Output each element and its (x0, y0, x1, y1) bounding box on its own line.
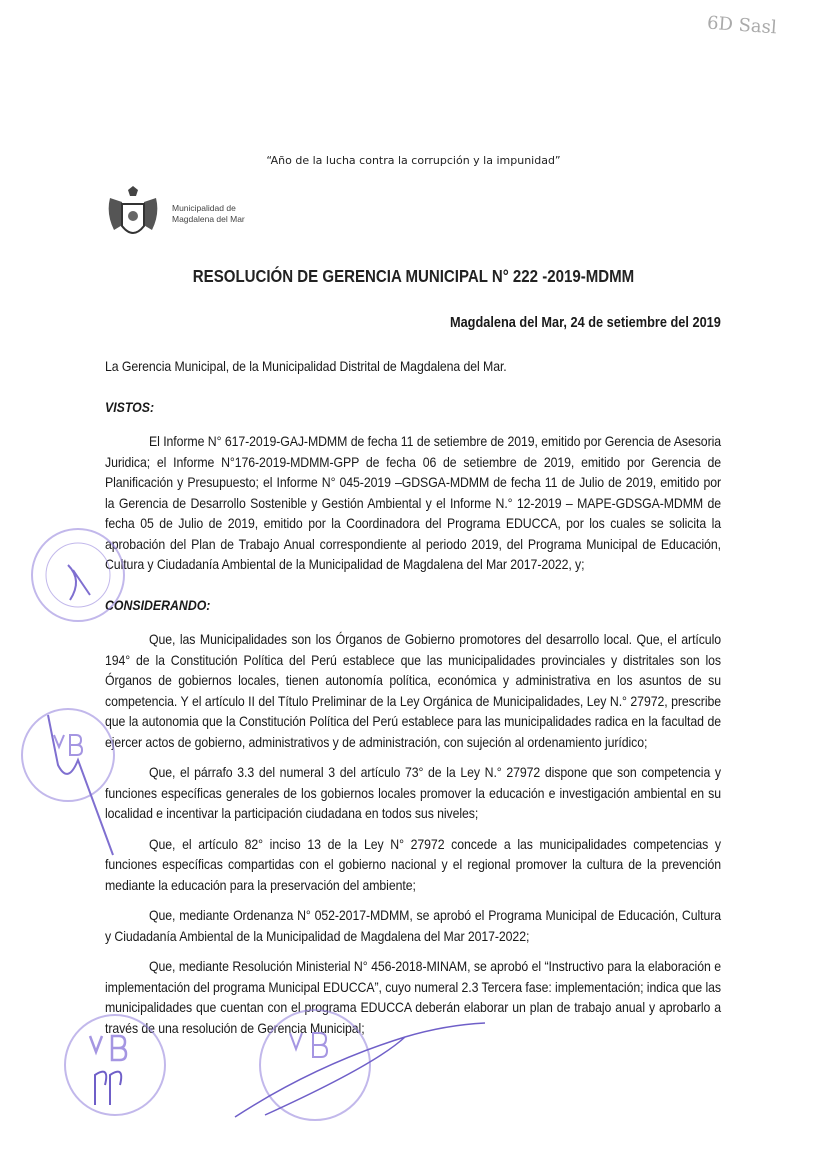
handwritten-note: 6D Sasl (706, 12, 778, 39)
considerando-paragraph: Que, mediante Ordenanza N° 052-2017-MDMM, se aprobó el Programa Municipal de Educación, Cultura y Ciudadanía Ambiental de la Municipalidad de Magdalena del Mar 2017-2022; (105, 907, 721, 944)
considerando-paragraph: Que, mediante Resolución Ministerial N° 456-2018-MINAM, se aprobó el “Instructivo para la elaboración e implementación del programa Municipal EDUCCA”, cuyo numeral 2.3 Tercera fase: implementación; indica que las municipalidades que cuentan con el programa EDUCCA deberán elaborar un plan de trabajo anual y aprobarlo a través de una resolución de Gerencia Municipal; (105, 958, 721, 1036)
municipality-line-1: Municipalidad de (172, 203, 236, 213)
asesoria-juridica-stamp (18, 705, 118, 805)
municipality-name (172, 203, 245, 225)
intro-text: La Gerencia Municipal, de la Municipalidad Distrital de Magdalena del Mar. (105, 358, 507, 374)
planificacion-presupuesto-stamp (235, 1005, 495, 1135)
resolution-date: Magdalena del Mar, 24 de setiembre del 2019 (450, 315, 721, 331)
resolution-title: RESOLUCIÓN DE GERENCIA MUNICIPAL N° 222 -2019-MDMM (192, 266, 635, 286)
municipality-line-2: Magdalena del Mar (172, 214, 245, 224)
resolution-body (105, 356, 721, 1048)
considerando-paragraph: Que, las Municipalidades son los Órganos de Gobierno promotores del desarrollo local. Que, el artículo 194° de la Constitución Política del Perú establece que las municipalidades provinciales y distritales son los Órganos de gobiernos locales, tienen autonomía política, económica y administrativa en los asuntos de su competencia. Y el artículo II del Título Preliminar de la Ley Orgánica de Municipalidades, Ley N.° 27972, prescribe que la autonomia que la Constitución Política del Perú establece para las municipalidades radica en la facultad de ejercer actos de gobierno, administrativos y de administración, con sujeción al ordenamiento jurídico; (105, 631, 721, 750)
considerando-paragraph: Que, el párrafo 3.3 del numeral 3 del artículo 73° de la Ley N.° 27972 dispone que son competencia y funciones específicas generales de los gobiernos locales promover la educación e investigación ambiental en su localidad e incentivar la participación ciudadana en todos sus niveles; (105, 764, 721, 821)
considerando-heading: CONSIDERANDO: (105, 596, 211, 613)
coat-of-arms-logo (104, 184, 162, 242)
year-motto: “Año de la lucha contra la corrupción y la impunidad” (266, 154, 561, 167)
vistos-heading: VISTOS: (105, 398, 155, 415)
vistos-paragraph: El Informe N° 617-2019-GAJ-MDMM de fecha 11 de setiembre de 2019, emitido por Gerencia de Asesoria Juridica; el Informe N°176-2019-MDMM-GPP de fecha 06 de setiembre de 2019, emitido por Gerencia de Planificación y Presupuesto; el Informe N° 045-2019 –GDSGA-MDMM de fecha 11 de Julio de 2019, emitido por la Gerencia de Desarrollo Sostenible y Gestión Ambiental y el Informe N.° 12-2019 – MAPE-GDSGA-MDMM de fecha 05 de Julio de 2019, emitido por la Coordinadora del Programa EDUCCA, por los cuales se solicita la aprobación del Plan de Trabajo Anual correspondiente al periodo 2019, del Programa Municipal de Educación, Cultura y Ciudadanía Ambiental de la Municipalidad de Magdalena del Mar 2017-2022, y; (105, 433, 721, 572)
desarrollo-sostenible-stamp (60, 1010, 170, 1120)
gerencia-municipal-stamp (28, 525, 128, 625)
considerando-paragraph: Que, el artículo 82° inciso 13 de la Ley N° 27972 concede a las municipalidades competencias y funciones específicas compartidas con el gobierno nacional y el regional promover la cultura de la prevención mediante la educación para la preservación del ambiente; (105, 835, 721, 893)
